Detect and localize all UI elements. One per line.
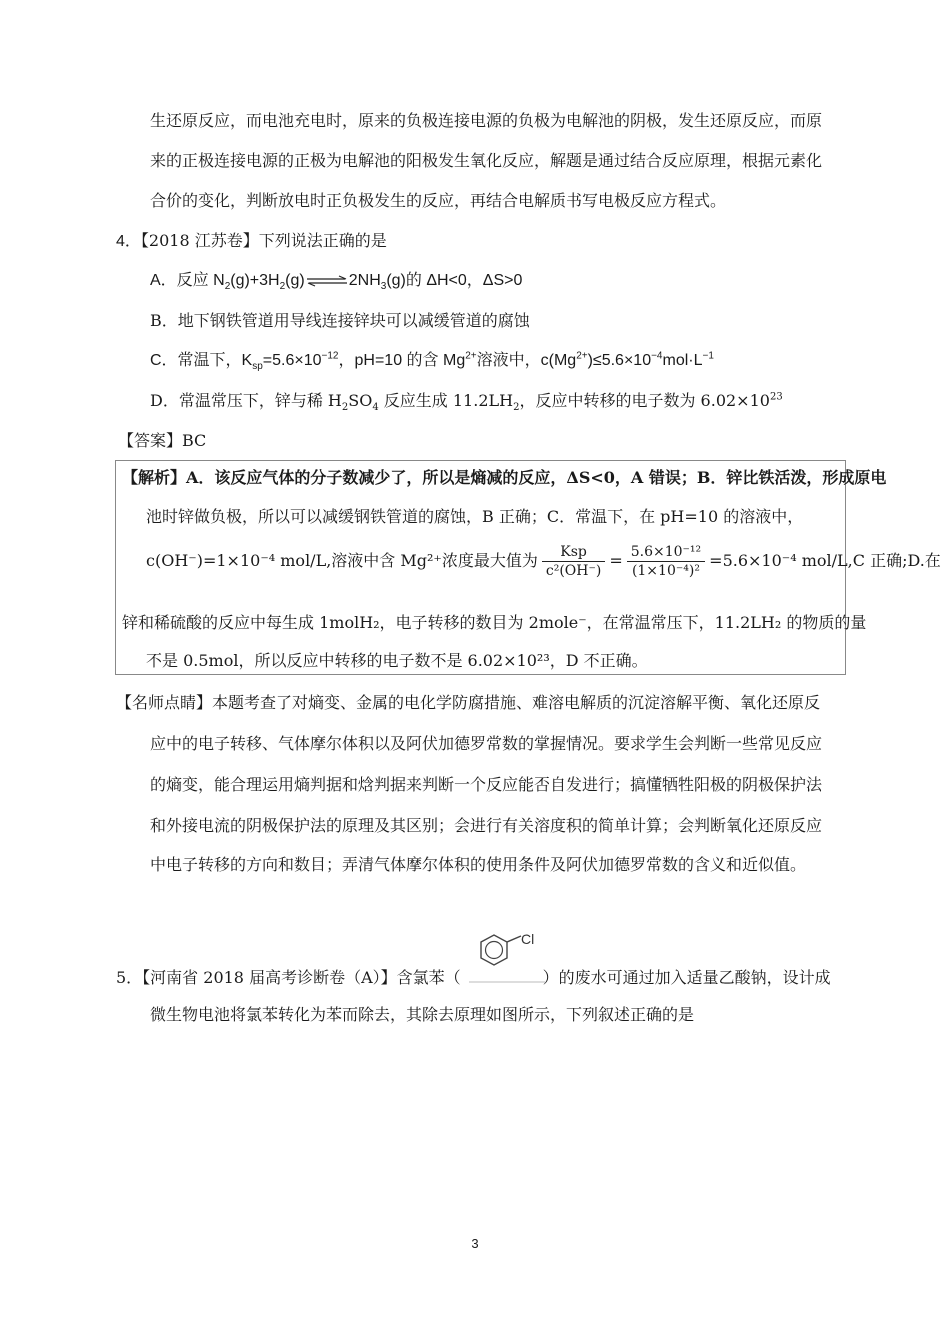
q4-option-c	[150, 351, 714, 371]
ksp-fraction	[542, 543, 605, 580]
q4-option-a-text: (g)	[285, 272, 305, 289]
analysis-line-3-text: =5.6×10⁻⁴ mol/L,C 正确;D.在	[709, 551, 941, 570]
fraction-denominator: c²(OH⁻)	[545, 563, 602, 579]
subscript: 2	[224, 281, 231, 293]
tip-line-2: 应中的电子转移、气体摩尔体积以及阿伏加德罗常数的掌握情况。要求学生会判断一些常见反应	[150, 734, 823, 753]
q4-option-d-text: ，反应中转移的电子数为 6.02×10	[519, 391, 770, 410]
q4-option-c-text: 溶液中，c(Mg	[476, 352, 577, 369]
analysis-line-3-text: c(OH⁻)=1×10⁻⁴ mol/L,溶液中含 Mg²⁺浓度最大值为	[146, 551, 538, 570]
q4-option-a-text: 2NH	[348, 272, 381, 289]
analysis-line-5: 不是 0.5mol，所以反应中转移的电子数不是 6.02×10²³，D 不正确。	[146, 651, 648, 670]
superscript: −1	[702, 350, 714, 362]
continuation-line-2: 来的正极连接电源的正极为电解池的阳极发生氧化反应，解题是通过结合反应原理，根据元素化	[150, 151, 823, 170]
q4-option-a-text: (g)+3H	[230, 272, 280, 289]
fraction-numerator: Ksp	[542, 543, 605, 562]
q4-option-b: B．地下钢铁管道用导线连接锌块可以减缓管道的腐蚀	[150, 311, 530, 330]
equilibrium-arrows-icon	[305, 275, 349, 287]
superscript: 2+	[576, 350, 588, 362]
superscript: 23	[769, 391, 783, 403]
continuation-line-1: 生还原反应，而电池充电时，原来的负极连接电源的负极为电解池的阴极，发生还原反应，而原	[150, 111, 823, 130]
superscript: −4	[651, 350, 663, 362]
subscript: 2	[279, 281, 286, 293]
q4-option-a	[150, 271, 522, 291]
q4-option-c-text: ，pH=10 的含 Mg	[338, 352, 466, 369]
q4-option-d	[150, 391, 783, 414]
superscript: −12	[321, 350, 339, 362]
q4-option-c-text: C．常温下，K	[150, 352, 253, 369]
q4-option-d-text: SO	[348, 391, 373, 410]
q4-option-c-text: mol·L	[662, 352, 703, 369]
chlorine-label: Cl	[521, 931, 535, 947]
analysis-line-4: 锌和稀硫酸的反应中每生成 1molH₂，电子转移的数目为 2mole⁻，在常温常压下，11.2LH₂ 的物质的量	[122, 613, 867, 632]
q5-prefix: 5．【河南省 2018 届高考诊断卷（A）】含氯苯（	[116, 968, 461, 987]
analysis-box	[115, 460, 941, 675]
q4-option-c-text: )≤5.6×10	[587, 352, 652, 369]
subscript: 2	[513, 402, 520, 414]
q4-option-a-text: (g)的 ΔH<0，ΔS>0	[386, 272, 523, 289]
tip-line-1: 【名师点睛】本题考查了对熵变、金属的电化学防腐措施、难溶电解质的沉淀溶解平衡、氧化还原反	[116, 693, 821, 712]
q5-line-2: 微生物电池将氯苯转化为苯而除去，其除去原理如图所示，下列叙述正确的是	[150, 1005, 695, 1024]
fraction-denominator: (1×10⁻⁴)²	[631, 563, 700, 579]
subscript: 2	[341, 402, 349, 414]
superscript: 2+	[465, 350, 477, 362]
chlorobenzene-structure	[467, 928, 547, 984]
subscript: sp	[252, 361, 263, 373]
tip-line-3: 的熵变，能合理运用熵判据和焓判据来判断一个反应能否自发进行；搞懂牺牲阳极的阴极保护法	[150, 775, 823, 794]
q4-stem	[116, 231, 387, 252]
q4-option-d-text: D．常温常压下，锌与稀 H	[150, 391, 342, 410]
value-fraction	[627, 543, 705, 580]
benzene-ring-icon	[467, 928, 547, 984]
q4-option-c-text: =5.6×10	[262, 352, 322, 369]
tip-line-4: 和外接电流的阴极保护法的原理及其区别；会进行有关溶度积的简单计算；会判断氧化还原反应	[150, 816, 823, 835]
tip-line-5: 中电子转移的方向和数目；弄清气体摩尔体积的使用条件及阿伏加德罗常数的含义和近似值。	[150, 855, 807, 874]
q4-source: 【2018 江苏卷】	[140, 231, 259, 250]
subscript: 4	[372, 402, 379, 414]
q4-option-d-text: 反应生成 11.2LH	[378, 391, 514, 410]
equals-sign: =	[609, 551, 623, 570]
page-number: 3	[471, 1236, 479, 1251]
analysis-line-1: 【解析】A．该反应气体的分子数减少了，所以是熵减的反应，ΔS<0，A 错误；B．锌比铁活泼，形成原电	[122, 468, 887, 487]
q4-answer: 【答案】BC	[118, 431, 207, 450]
analysis-line-2: 池时锌做负极，所以可以减缓钢铁管道的腐蚀，B 正确；C．常温下，在 pH=10 的溶液中，	[146, 507, 804, 526]
q4-stem-text: 下列说法正确的是	[258, 231, 387, 250]
continuation-line-3: 合价的变化，判断放电时正负极发生的反应，再结合电解质书写电极反应方程式。	[150, 191, 727, 210]
fraction-numerator: 5.6×10⁻¹²	[627, 543, 705, 562]
q5-suffix: ）的废水可通过加入适量乙酸钠，设计成	[542, 968, 831, 987]
analysis-line-3	[146, 541, 941, 581]
subscript: 3	[380, 281, 387, 293]
q4-number: 4．	[116, 233, 141, 250]
q4-option-a-text: A．反应 N	[150, 272, 225, 289]
